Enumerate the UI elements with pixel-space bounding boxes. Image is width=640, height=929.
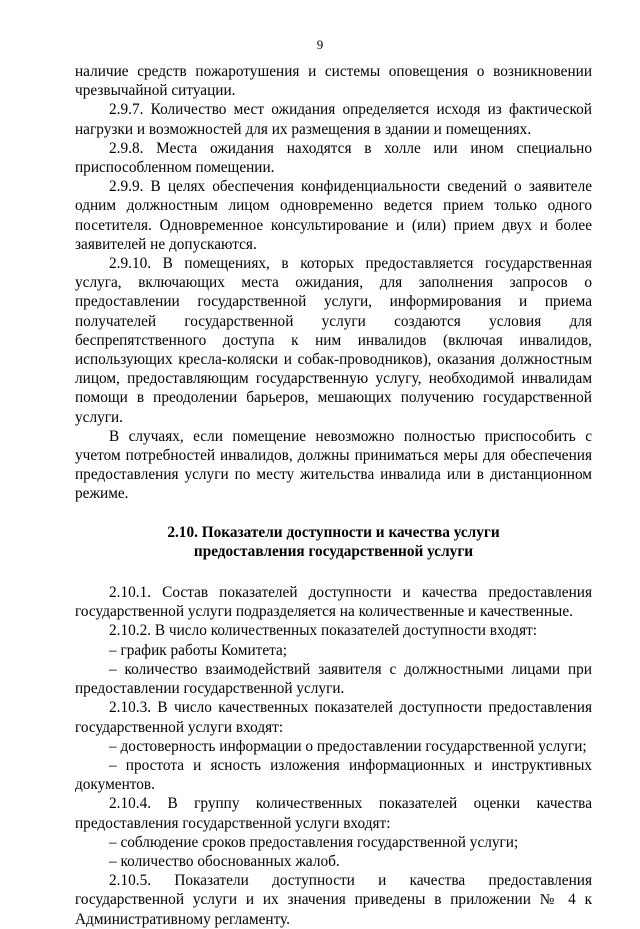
paragraph-2-10-1: 2.10.1. Состав показателей доступности и качества предоставления государственной услуги подразделяется на количественные и качественные. bbox=[75, 584, 592, 621]
paragraph-2-9-7: 2.9.7. Количество мест ожидания определяется исходя из фактической нагрузки и возможностей для их размещения в здании и помещениях. bbox=[75, 101, 592, 138]
paragraph-2-9-10: 2.9.10. В помещениях, в которых предоставляется государственная услуга, включающих места ожидания, для заполнения запросов о предоставлении государственной услуги, информирования и приема получателей государственной услуги создаются условия для беспрепятственного доступа к ним инвалидов (включая инвалидов, использующих кресла-коляски и собак-проводников), оказания должностным лицом, предоставляющим государственную услугу, необходимой инвалидам помощи в преодолении барьеров, мешающих получению государственной bbox=[75, 255, 592, 407]
paragraph-2-10-5: 2.10.5. Показатели доступности и качества предоставления государственной услуги и их значения приведены в приложении № 4 к Административному регламенту. bbox=[75, 872, 592, 928]
list-item: – количество обоснованных жалоб. bbox=[109, 852, 340, 870]
section-heading-line-2: предоставления государственной услуги bbox=[193, 542, 474, 560]
list-item: – график работы Комитета; bbox=[109, 641, 288, 659]
page-number: 9 bbox=[316, 37, 324, 52]
paragraph-2-9-8: 2.9.8. Места ожидания находятся в холле или ином специально приспособленном помещении. bbox=[75, 139, 592, 177]
paragraph-2-9-10-end: услуги. bbox=[75, 408, 124, 426]
paragraph-2-10-4: 2.10.4. В группу количественных показателей оценки качества предоставления государственной услуги входят: bbox=[75, 795, 592, 832]
list-item: – соблюдение сроков предоставления государственной услуги; bbox=[109, 833, 519, 851]
list-item: – количество взаимодействий заявителя с должностными лицами при предоставлении государственной услуги. bbox=[75, 660, 592, 698]
paragraph-accessibility-cases: В случаях, если помещение невозможно полностью приспособить с учетом потребностей инвалидов, должны приниматься меры для обеспечения предоставления услуги по месту жительства инвалида или в дистанционном режиме. bbox=[75, 427, 592, 503]
paragraph-2-10-2: 2.10.2. В число количественных показателей доступности входят: bbox=[109, 622, 538, 640]
document-body bbox=[75, 62, 592, 929]
section-heading-line-1: 2.10. Показатели доступности и качества услуги bbox=[167, 523, 500, 541]
paragraph-continuation: наличие средств пожаротушения и системы оповещения о возникновении чрезвычайной ситуации. bbox=[75, 63, 592, 100]
list-item: – достоверность информации о предоставлении государственной услуги; bbox=[109, 737, 587, 755]
paragraph-2-9-9: 2.9.9. В целях обеспечения конфиденциальности сведений о заявителе одним должностным лицом одновременно ведется прием только одного посетителя. Одновременное консультирование и (или) прием двух и более заявителей не допускаются. bbox=[75, 178, 592, 253]
list-item: – простота и ясность изложения информационных и инструктивных документов. bbox=[75, 756, 592, 794]
paragraph-2-10-3: 2.10.3. В число качественных показателей доступности предоставления государственной услуги входят: bbox=[75, 699, 592, 736]
